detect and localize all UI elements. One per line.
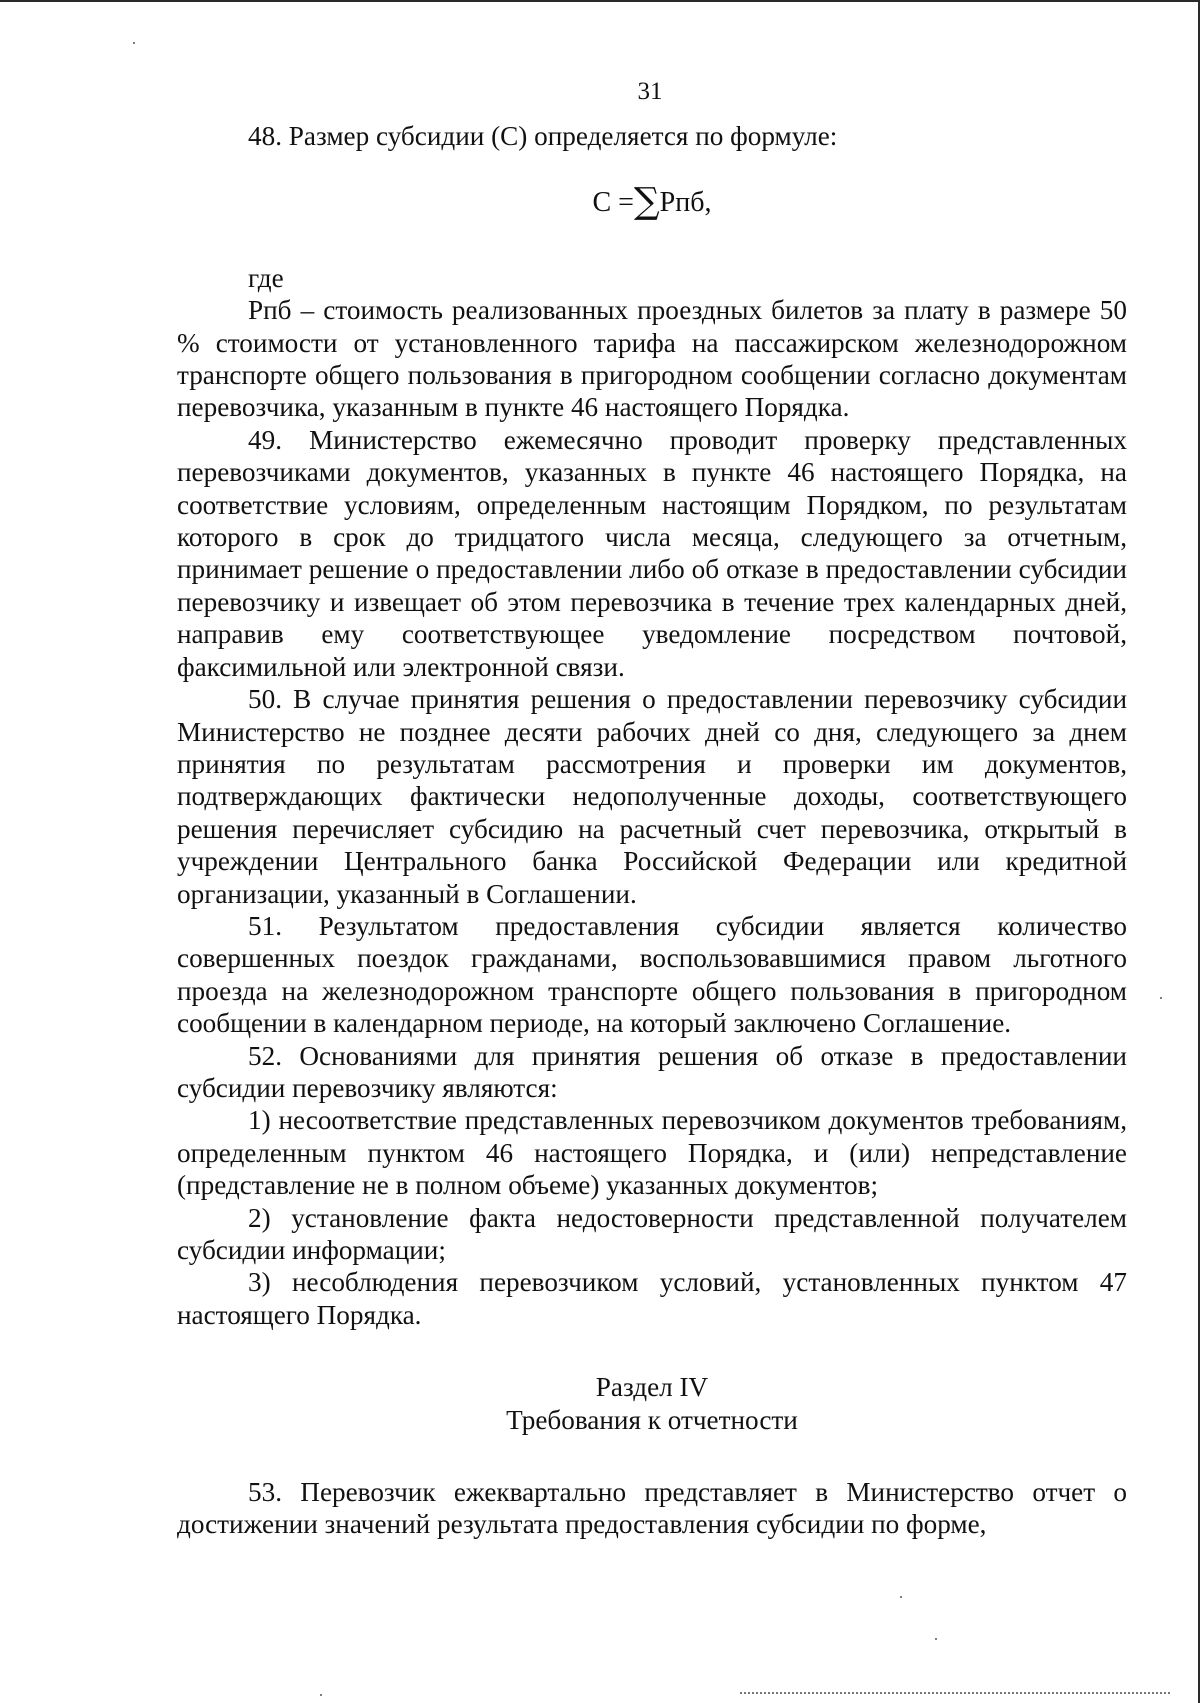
formula-lhs: С = (592, 187, 634, 219)
paragraph-52: 52. Основаниями для принятия решения об отказе в предоставлении субсидии перевозчику являются: (177, 1040, 1127, 1103)
scan-speck (133, 42, 135, 44)
scan-speck (320, 1694, 322, 1696)
section-number: Раздел IV (595, 1372, 709, 1403)
scan-speck (1160, 997, 1162, 999)
paragraph-49: 49. Министерство ежемесячно проводит проверку представленных перевозчиками документов, указанных в пункте 46 настоящего Порядка, на соответствие условиям, определенным настоящим Порядком, по результатам которого в срок до тридцатого числа месяца, следующего за отчетным, принимает решение о предоставлении либо об отказе в предоставлении субсидии перевозчику и извещает об этом перевозчика в течение трех календарных дней, направив ему соответствующее уведомление посредством почтовой, факсимильной или электронной связи. (177, 424, 1127, 682)
where-label: где (248, 262, 284, 293)
scan-edge-marks (740, 1692, 1170, 1697)
sigma-symbol: ∑ (633, 181, 660, 223)
scan-speck (935, 1638, 937, 1640)
formula-rhs: Рпб, (659, 187, 712, 219)
subsidy-formula (177, 181, 1127, 223)
section-heading (177, 1371, 1127, 1436)
paragraph-52-item-2: 2) установление факта недостоверности представленной получателем субсидии информации; (177, 1202, 1127, 1265)
paragraph-50: 50. В случае принятия решения о предоставлении перевозчику субсидии Министерство не позднее десяти рабочих дней со дня, следующего за днем принятия по результатам рассмотрения и проверки им документов, подтверждающих фактически недополученные доходы, соответствующего решения перечисляет субсидию на расчетный счет перевозчика, открытый в учреждении Центрального банка Российской Федерации или кредитной организации, указанный в Соглашении. (177, 684, 1127, 909)
paragraph-53: 53. Перевозчик ежеквартально представляет в Министерство отчет о достижении значений результата предоставления субсидии по форме, (177, 1477, 1127, 1540)
page-number: 31 (637, 78, 663, 105)
scan-speck (900, 1596, 902, 1598)
section-title: Требования к отчетности (506, 1404, 798, 1435)
definition-rpb: Рпб – стоимость реализованных проездных билетов за плату в размере 50 % стоимости от установленного тарифа на пассажирском железнодорожном транспорте общего пользования в пригородном сообщении согласно документам перевозчика, указанным в пункте 46 настоящего Порядка. (177, 295, 1127, 423)
paragraph-51: 51. Результатом предоставления субсидии является количество совершенных поездок гражданами, воспользовавшимися правом льготного проезда на железнодорожном транспорте общего пользования в пригородном сообщении в календарном периоде, на который заключено Соглашение. (177, 910, 1127, 1039)
paragraph-52-item-1: 1) несоответствие представленных перевозчиком документов требованиям, определенным пунктом 46 настоящего Порядка, и (или) непредставление (представление не в полном объеме) указанных документов; (177, 1105, 1127, 1201)
paragraph-48: 48. Размер субсидии (С) определяется по формуле: (248, 121, 838, 151)
document-body (177, 120, 1127, 1541)
paragraph-52-item-3: 3) несоблюдения перевозчиком условий, установленных пунктом 47 настоящего Порядка. (177, 1267, 1127, 1330)
